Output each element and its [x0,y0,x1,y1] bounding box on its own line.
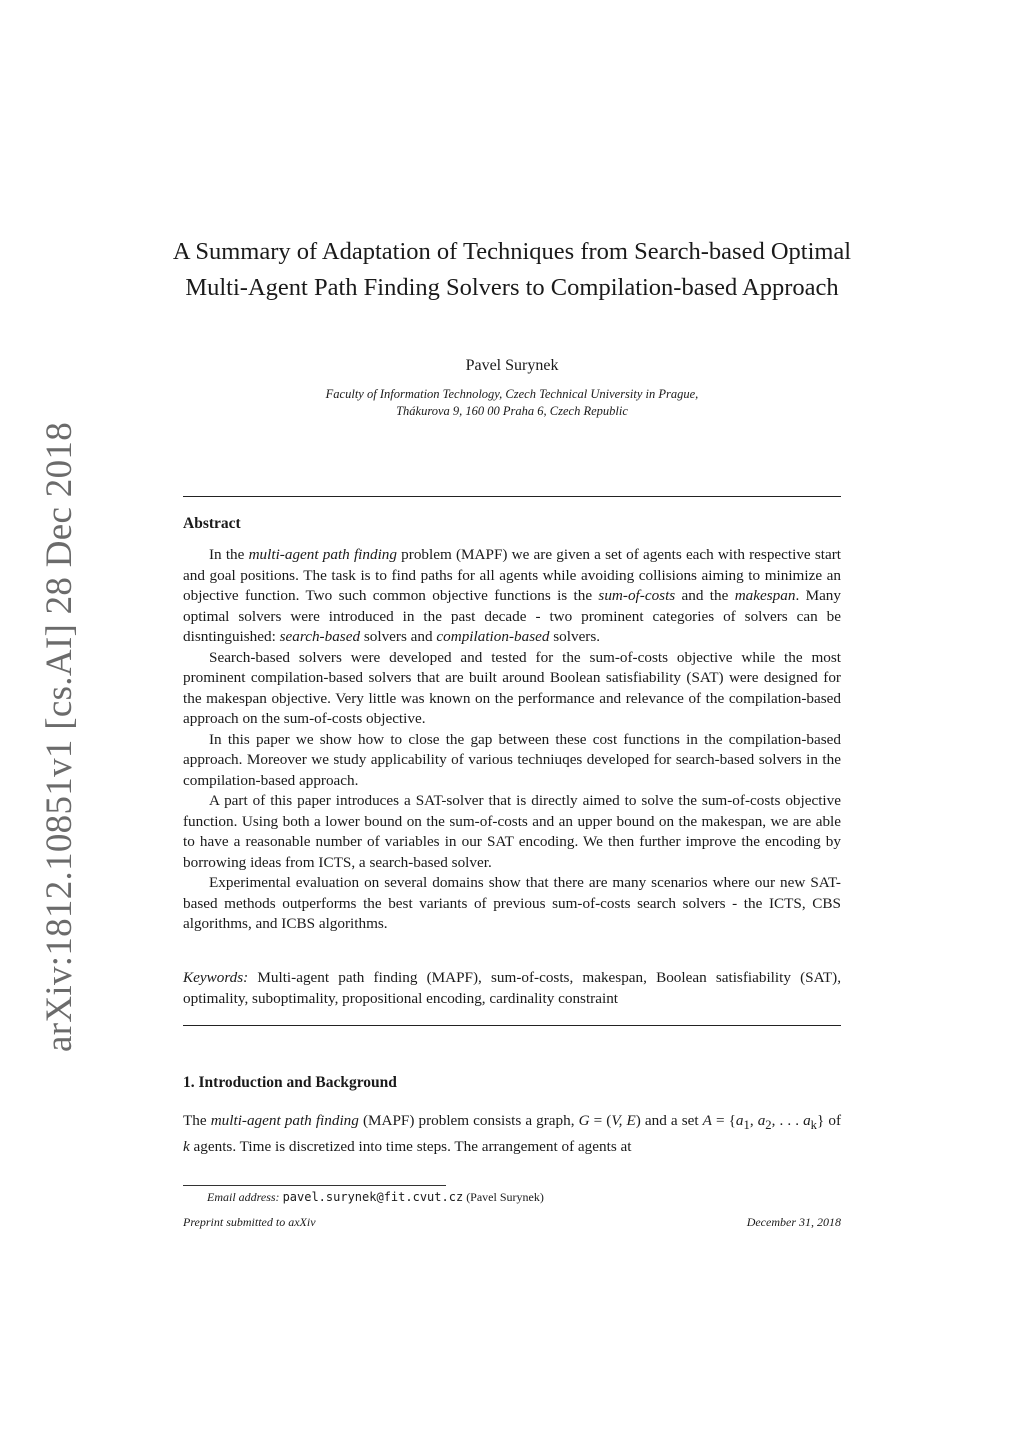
text-run: = ( [589,1112,612,1129]
emphasis-term: multi-agent path finding [210,1112,359,1129]
affiliation-line-2: Thákurova 9, 160 00 Praha 6, Czech Republic [396,404,628,418]
math-symbol: a [803,1112,811,1129]
emphasis-term: compilation-based [436,628,550,645]
text-run: In the [209,546,249,563]
text-run: Experimental evaluation on several domains show that there are many scenarios where our new SAT-based methods outperforms the best variants of previous sum-of-costs search solvers - the [183,874,841,912]
text-run: A part of this paper introduces a SAT-solver that is directly aimed to solve the sum-of-costs objective function. Using both a lower bound on the sum-of-costs and an upper bound on the makespan, we are able to have a reasonable number of variables in our SAT encoding. We then further improve the encoding by borrowing ideas from [183,792,841,871]
text-run: , . . . [771,1112,804,1129]
math-symbol: A [702,1112,712,1129]
emphasis-term: multi-agent path finding [248,546,397,563]
math-symbol: G [578,1112,590,1129]
section-heading: 1. Introduction and Background [183,1074,397,1091]
text-run: , a search-based solver. [351,853,492,871]
math-subscript: 2 [765,1118,772,1133]
text-run: agents. Time is discretized into time steps. The arrangement of agents at [189,1138,632,1156]
text-run: algorithms, and [183,915,282,932]
footnote-rule [183,1185,446,1186]
algorithm-name: ICTS [768,894,802,912]
abstract-paragraph-4 [183,791,841,873]
affiliation-line-1: Faculty of Information Technology, Czech Technical University in Prague, [325,387,699,401]
emphasis-term: makespan [734,587,796,604]
text-run: solvers and [360,628,437,645]
math-subscript: k [810,1118,817,1133]
footnote-author: (Pavel Surynek) [463,1190,544,1204]
text-run: solvers. [549,628,601,645]
intro-paragraph [183,1110,841,1157]
math-symbol: k [183,1138,190,1156]
abstract-body [183,545,841,935]
abstract-top-rule [183,496,841,497]
arxiv-identifier: arXiv:1812.10851v1 [cs.AI] 28 Dec 2018 [39,422,80,1052]
author-name: Pavel Surynek [465,357,559,374]
text-run: The [183,1112,211,1129]
abstract-paragraph-3: In this paper we show how to close the gap between these cost functions in the compilation-based approach. Moreover we study applicability of various techniuqes developed for search-based solvers in the compilation-based approach. [183,730,841,789]
footnote-label: Email address: [207,1190,280,1204]
preprint-date: December 31, 2018 [746,1215,841,1229]
math-symbol: a [757,1112,766,1129]
text-run: . Many optimal solvers were introduced in the past decade - two prominent categories of solvers can be disntinguished: [183,587,841,645]
abstract-paragraph-5 [183,873,841,935]
email-address[interactable]: pavel.surynek@fit.cvut.cz [282,1190,464,1204]
preprint-note: Preprint submitted to axXiv [183,1215,316,1229]
abstract-paragraph-1 [183,545,841,648]
abstract-paragraph-2: Search-based solvers were developed and tested for the sum-of-costs objective while the most prominent compilation-based solvers that are built around Boolean satisfiability (SAT) were designed for the makespan objective. Very little was known on the performance and relevance of the compilation-based approach on the sum-of-costs objective. [183,648,841,727]
text-run: ) and a set [635,1112,703,1129]
text-run: algorithms. [315,915,388,932]
algorithm-name: ICBS [281,915,316,932]
emphasis-term: search-based [279,628,361,645]
text-run: = { [711,1112,736,1129]
keywords-label: Keywords: [183,969,249,986]
emphasis-term: sum-of-costs [598,587,676,604]
math-subscript: 1 [743,1118,750,1133]
text-run: (MAPF) problem consists a graph, [358,1112,579,1129]
algorithm-name: CBS [812,894,842,912]
abstract-heading: Abstract [183,515,241,532]
text-run: , [749,1112,758,1129]
math-symbol: a [735,1112,744,1129]
paper-title: A Summary of Adaptation of Techniques from Search-based Optimal Multi-Agent Path Finding Solvers to Compilation-based Approach [172,238,852,301]
math-symbol: V, E [611,1112,636,1129]
algorithm-name: ICTS [318,853,352,871]
text-run: problem (MAPF) we are given a set of agents each with respective start and goal positions. The task is to find paths for all agents while avoiding collisions aiming to minimize an objective function. Two such common objective functions is the [183,546,841,604]
keywords [183,968,841,1009]
text-run: } of [817,1112,842,1129]
affiliation [150,386,874,420]
abstract-bottom-rule [183,1025,841,1026]
keywords-text: Multi-agent path finding (MAPF), sum-of-costs, makespan, Boolean satisfiability (SAT), optimality, suboptimality, propositional encoding, cardinality constraint [183,969,841,1007]
text-run: and the [675,587,735,604]
footnote [207,1190,544,1205]
text-run: , [801,894,813,912]
